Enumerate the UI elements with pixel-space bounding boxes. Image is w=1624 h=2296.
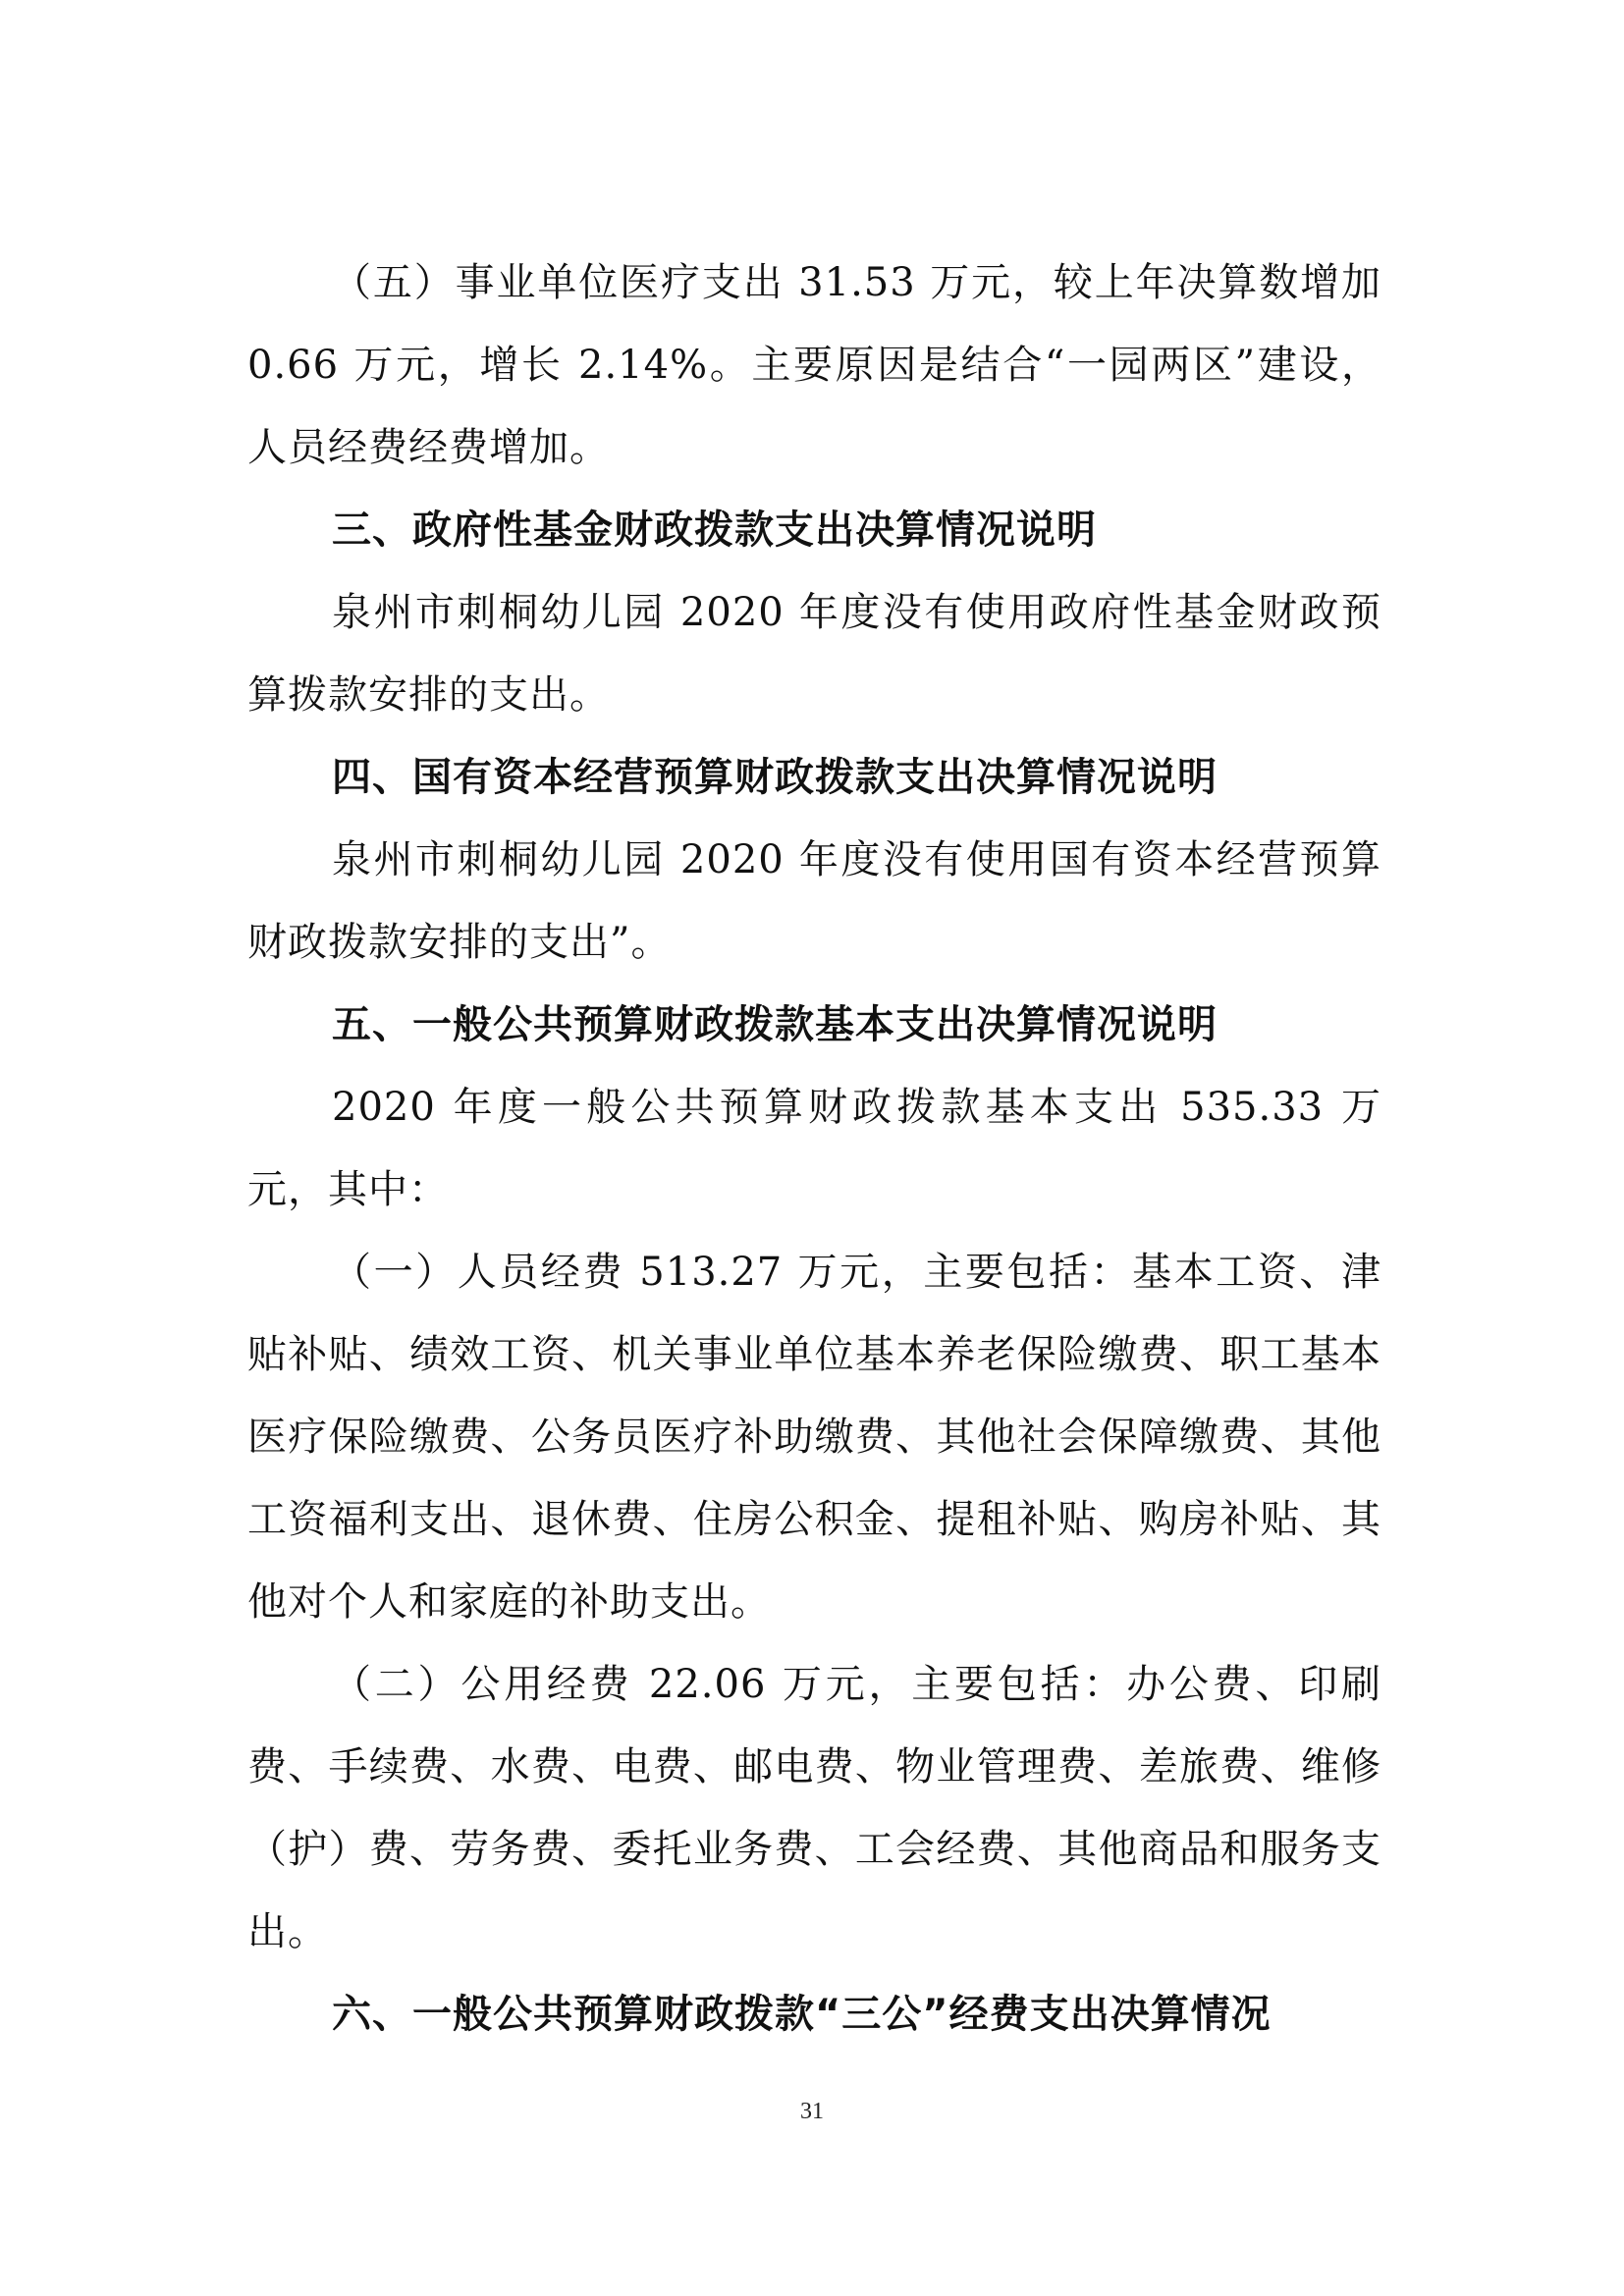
paragraph-medical-expense: （五）事业单位医疗支出 31.53 万元，较上年决算数增加 0.66 万元，增长 2.14%。主要原因是结合“一园两区”建设，人员经费经费增加。 [247, 260, 1381, 470]
page-number: 31 [800, 2099, 824, 2124]
section-heading-4: 四、国有资本经营预算财政拨款支出决算情况说明 [332, 755, 1218, 800]
paragraph-basic-expense-total: 2020 年度一般公共预算财政拨款基本支出 535.33 万元，其中： [247, 1085, 1381, 1212]
document-body [247, 241, 1381, 2056]
section-heading-5: 五、一般公共预算财政拨款基本支出决算情况说明 [332, 1002, 1218, 1047]
paragraph-public-expense: （二）公用经费 22.06 万元，主要包括：办公费、印刷费、手续费、水费、电费、邮电费、物业管理费、差旅费、维修（护）费、劳务费、委托业务费、工会经费、其他商品和服务支出。 [247, 1662, 1381, 1954]
section-heading-3: 三、政府性基金财政拨款支出决算情况说明 [332, 507, 1097, 553]
section-heading-6: 六、一般公共预算财政拨款“三公”经费支出决算情况 [332, 1992, 1272, 2037]
paragraph-personnel-expense: （一）人员经费 513.27 万元，主要包括：基本工资、津贴补贴、绩效工资、机关事业单位基本养老保险缴费、职工基本医疗保险缴费、公务员医疗补助缴费、其他社会保障缴费、其他工资福利支出、退休费、住房公积金、提租补贴、购房补贴、其他对个人和家庭的补助支出。 [247, 1250, 1381, 1625]
paragraph-government-fund: 泉州市刺桐幼儿园 2020 年度没有使用政府性基金财政预算拨款安排的支出。 [247, 590, 1381, 718]
paragraph-state-capital: 泉州市刺桐幼儿园 2020 年度没有使用国有资本经营预算财政拨款安排的支出”。 [247, 837, 1381, 965]
